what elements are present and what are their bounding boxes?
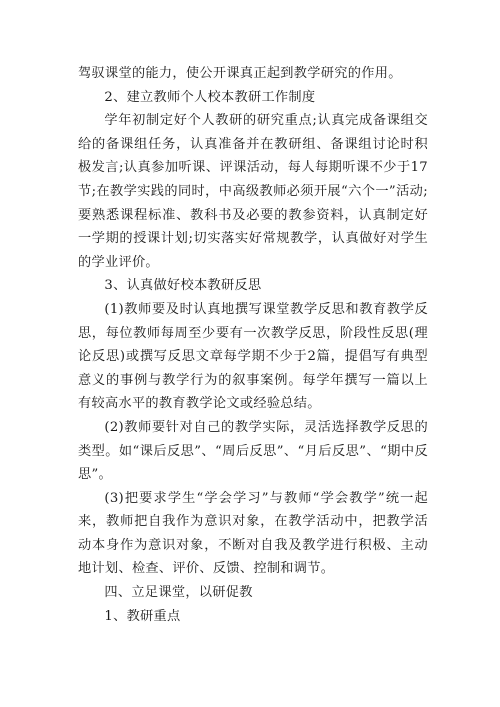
paragraph-research-focus: 学年初制定好个人教研的研究重点;认真完成备课组交给的备课组任务，认真准备并在教研组、备课组讨论时积极发言;认真参加听课、评课活动，每人每期听课不少于17节;在教学实践的同时，中高级教师必须开展“六个一”活动;要熟悉课程标准、教科书及必要的教参资料，认真制定好一学期的授课计划;切实落实好常规教学，认真做好对学生的学业评价。 [78,113,428,270]
section-heading-3: 3、认真做好校本教研反思 [104,278,262,294]
paragraph-reflection-1: (1)教师要及时认真地撰写课堂教学反思和教育教学反思，每位教师每周至少要有一次教学反思，阶段性反思(理论反思)或撰写反思文章每学期不少于2篇，提倡写有典型意义的事例与教学行为的叙事案例。每学年撰写一篇以上有较高水平的教育教学论文或经验总结。 [78,301,428,412]
paragraph-reflection-3: (3)把要求学生“学会学习”与教师“学会教学”统一起来，教师把自我作为意识对象，在教学活动中，把教学活动本身作为意识对象，不断对自我及教学进行积极、主动地计划、检查、评价、反馈、控制和调节。 [78,490,428,577]
subsection-heading-research-focus: 1、教研重点 [104,608,181,624]
section-heading-2: 2、建立教师个人校本教研工作制度 [104,89,316,105]
paragraph-reflection-2: (2)教师要针对自己的教学实际，灵活选择教学反思的类型。如“课后反思”、“周后反思”、“月后反思”、“期中反思”。 [78,419,428,483]
document-body [78,62,428,628]
section-heading-four: 四、立足课堂，以研促教 [104,585,253,601]
paragraph-continuation: 驾驭课堂的能力，使公开课真正起到教学研究的作用。 [78,66,402,81]
